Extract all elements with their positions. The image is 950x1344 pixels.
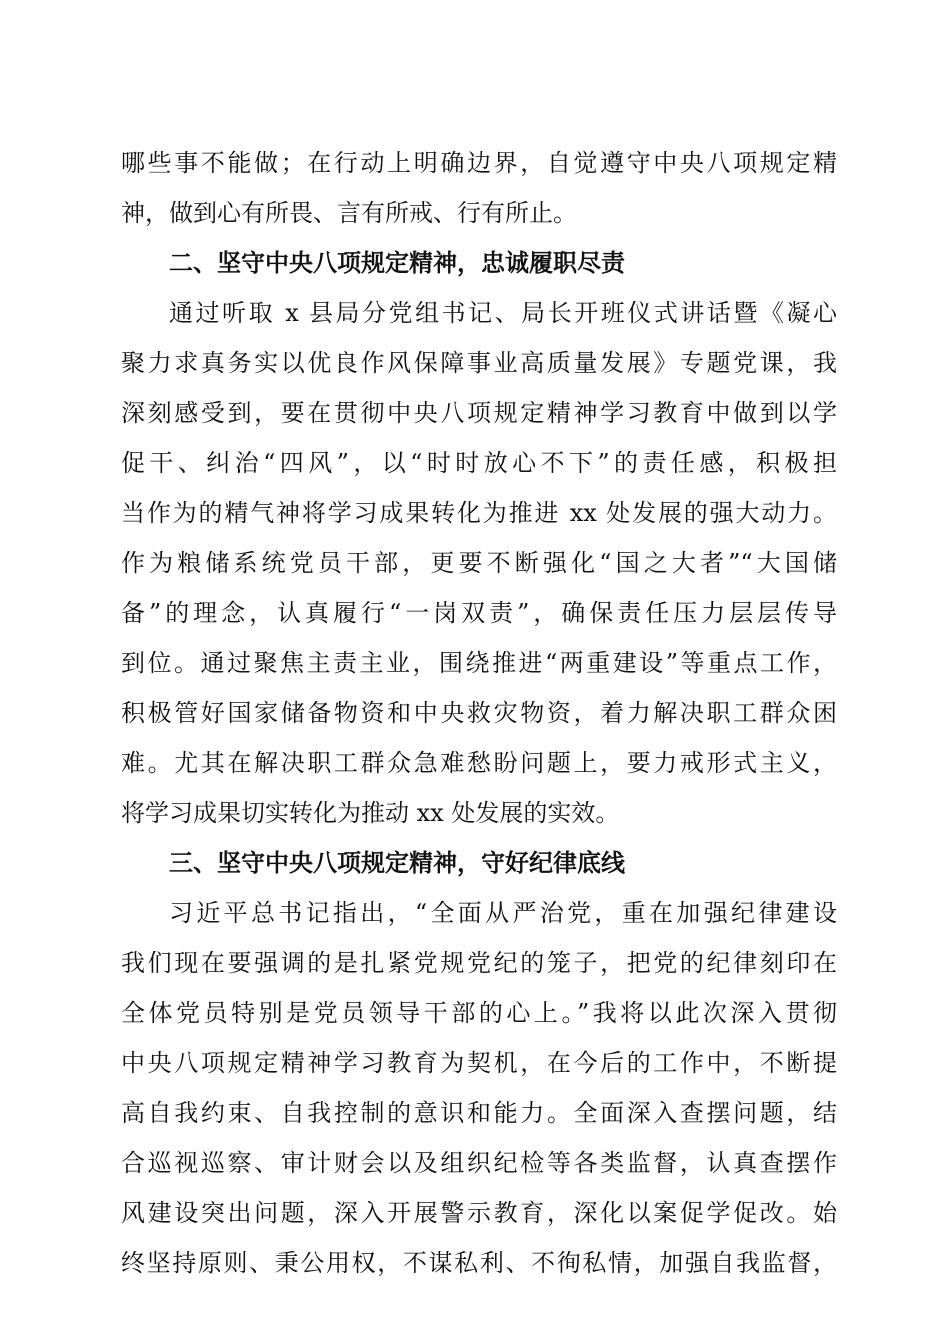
text-line: 高自我约束、自我控制的意识和能力。全面深入查摆问题，结	[121, 1099, 837, 1127]
text-line: 终坚持原则、秉公用权，不谋私利、不徇私情，加强自我监督，	[121, 1249, 837, 1277]
text-line: 通过听取 x 县局分党组书记、局长开班仪式讲话暨《凝心	[169, 299, 837, 327]
text-line: 深刻感受到，要在贯彻中央八项规定精神学习教育中做到以学	[121, 399, 837, 427]
text-line: 中央八项规定精神学习教育为契机，在今后的工作中，不断提	[121, 1049, 837, 1077]
text-line: 聚力求真务实以优良作风保障事业高质量发展》专题党课，我	[121, 349, 837, 377]
text-line: 神，做到心有所畏、言有所戒、行有所止。	[121, 199, 577, 227]
text-line: 将学习成果切实转化为推动 xx 处发展的实效。	[121, 799, 620, 827]
text-line: 难。尤其在解决职工群众急难愁盼问题上，要力戒形式主义，	[121, 749, 837, 777]
text-line: 合巡视巡察、审计财会以及组织纪检等各类监督，认真查摆作	[121, 1149, 837, 1177]
text-line: 备”的理念，认真履行“一岗双责”，确保责任压力层层传导	[121, 599, 837, 627]
section-heading-3: 三、坚守中央八项规定精神，守好纪律底线	[169, 849, 625, 877]
text-line: 作为粮储系统党员干部，更要不断强化“国之大者”“大国储	[121, 549, 837, 577]
text-line: 促干、纠治“四风”，以“时时放心不下”的责任感，积极担	[121, 449, 837, 477]
text-line: 我们现在要强调的是扎紧党规党纪的笼子，把党的纪律刻印在	[121, 949, 837, 977]
paragraph-intro-tail	[121, 138, 837, 238]
text-line: 到位。通过聚焦主责主业，围绕推进“两重建设”等重点工作，	[121, 649, 837, 677]
text-line: 积极管好国家储备物资和中央救灾物资，着力解决职工群众困	[121, 699, 837, 727]
text-line: 当作为的精气神将学习成果转化为推进 xx 处发展的强大动力。	[121, 499, 837, 527]
text-line: 全体党员特别是党员领导干部的心上。”我将以此次深入贯彻	[121, 999, 837, 1027]
text-line: 风建设突出问题，深入开展警示教育，深化以案促学促改。始	[121, 1199, 837, 1227]
section-3-paragraph	[121, 888, 837, 1288]
section-heading-2: 二、坚守中央八项规定精神，忠诚履职尽责	[169, 249, 625, 277]
text-line: 哪些事不能做；在行动上明确边界，自觉遵守中央八项规定精	[121, 149, 837, 177]
document-body	[121, 138, 837, 1288]
text-line: 习近平总书记指出，“全面从严治党，重在加强纪律建设	[169, 899, 837, 927]
section-2-paragraph	[121, 288, 837, 838]
